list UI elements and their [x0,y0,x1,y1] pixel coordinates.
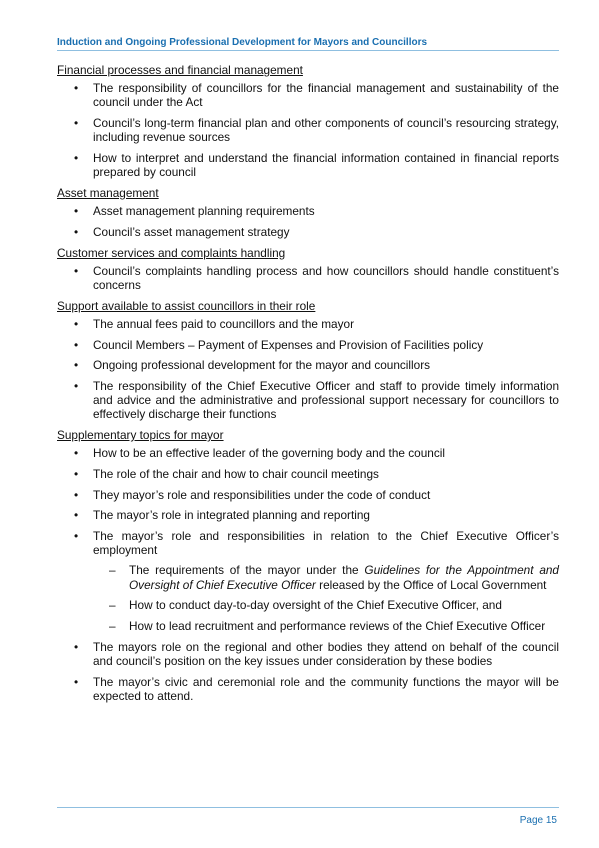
bullet-icon: • [74,466,79,481]
bullet-icon: • [74,204,79,219]
dash-list [93,563,559,633]
list-item: • The mayor’s role and responsibilities in relation to the Chief Executive Officer’s employment – The requirements of the mayor under the Guidelines for the Appointment and Oversight of Chief Executive Officer released by the Office of Local Government – How to conduct day-to-day oversight of the Chief Executive Officer, and – How to lead recruitment and performance reviews of the Chief Executive Officer [74,529,559,634]
bullet-icon: • [74,337,79,352]
bullet-list [57,317,559,422]
page-content [57,63,559,710]
bullet-icon: • [74,529,79,544]
bullet-icon: • [74,446,79,461]
bullet-icon: • [74,674,79,689]
list-item: • The role of the chair and how to chair council meetings [74,466,379,481]
list-item: • Asset management planning requirements [74,204,315,219]
section-heading: Asset management [57,185,159,200]
list-item: • Ongoing professional development for the mayor and councillors [74,358,431,373]
list-item: • How to interpret and understand the financial information contained in financial reports prepared by council [74,151,559,180]
section-heading: Supplementary topics for mayor [57,428,224,443]
list-item: • They mayor’s role and responsibilities under the code of conduct [74,487,431,502]
bullet-icon: • [74,316,79,331]
sub-list-item: – The requirements of the mayor under the Guidelines for the Appointment and Oversight of Chief Executive Officer released by the Office of Local Government [109,563,559,592]
list-item: • The responsibility of the Chief Executive Officer and staff to provide timely information and advice and the administrative and professional support necessary for councillors to effectively discharge their functions [74,378,559,422]
sub-list-item: – How to conduct day-to-day oversight of the Chief Executive Officer, and [109,598,502,613]
list-item: • The mayor’s civic and ceremonial role and the community functions the mayor will be expected to attend. [74,674,559,703]
sub-list-item: – How to lead recruitment and performance reviews of the Chief Executive Officer [109,619,546,634]
section-heading: Financial processes and financial management [57,63,303,77]
bullet-icon: • [74,116,79,131]
bullet-icon: • [74,151,79,166]
dash-icon: – [109,563,116,578]
dash-icon: – [109,619,116,634]
bullet-icon: • [74,358,79,373]
bullet-icon: • [74,81,79,96]
list-item: • The mayors role on the regional and other bodies they attend on behalf of the council and council’s position on the key issues under consideration by these bodies [74,639,559,668]
list-item: • The mayor’s role in integrated planning and reporting [74,508,370,523]
list-item: • Council Members – Payment of Expenses and Provision of Facilities policy [74,337,484,352]
footer-rule [57,807,559,808]
header-rule [57,50,559,51]
bullet-icon: • [74,224,79,239]
running-header: Induction and Ongoing Professional Development for Mayors and Councillors [57,37,428,48]
list-item: • Council’s asset management strategy [74,224,290,239]
list-item: • Council’s long-term financial plan and other components of council’s resourcing strategy, including revenue sources [74,116,559,145]
list-item: • Council’s complaints handling process and how councillors should handle constituent’s concerns [74,263,559,292]
page-number: Page 15 [519,815,557,826]
section-heading: Support available to assist councillors in their role [57,298,316,313]
bullet-icon: • [74,639,79,654]
dash-icon: – [109,598,116,613]
list-item: • The annual fees paid to councillors and the mayor [74,316,355,331]
list-item: • The responsibility of councillors for the financial management and sustainability of the council under the Act [74,81,559,110]
bullet-icon: • [74,378,79,393]
bullet-icon: • [74,263,79,278]
bullet-list [57,81,559,179]
bullet-list [57,446,559,703]
guidelines-title: Guidelines for the Appointment and Oversight of Chief Executive Officer [129,563,559,592]
bullet-list [57,264,559,292]
list-item: • How to be an effective leader of the governing body and the council [74,446,445,461]
bullet-icon: • [74,508,79,523]
bullet-list [57,204,559,239]
bullet-icon: • [74,487,79,502]
section-heading: Customer services and complaints handling [57,245,286,260]
